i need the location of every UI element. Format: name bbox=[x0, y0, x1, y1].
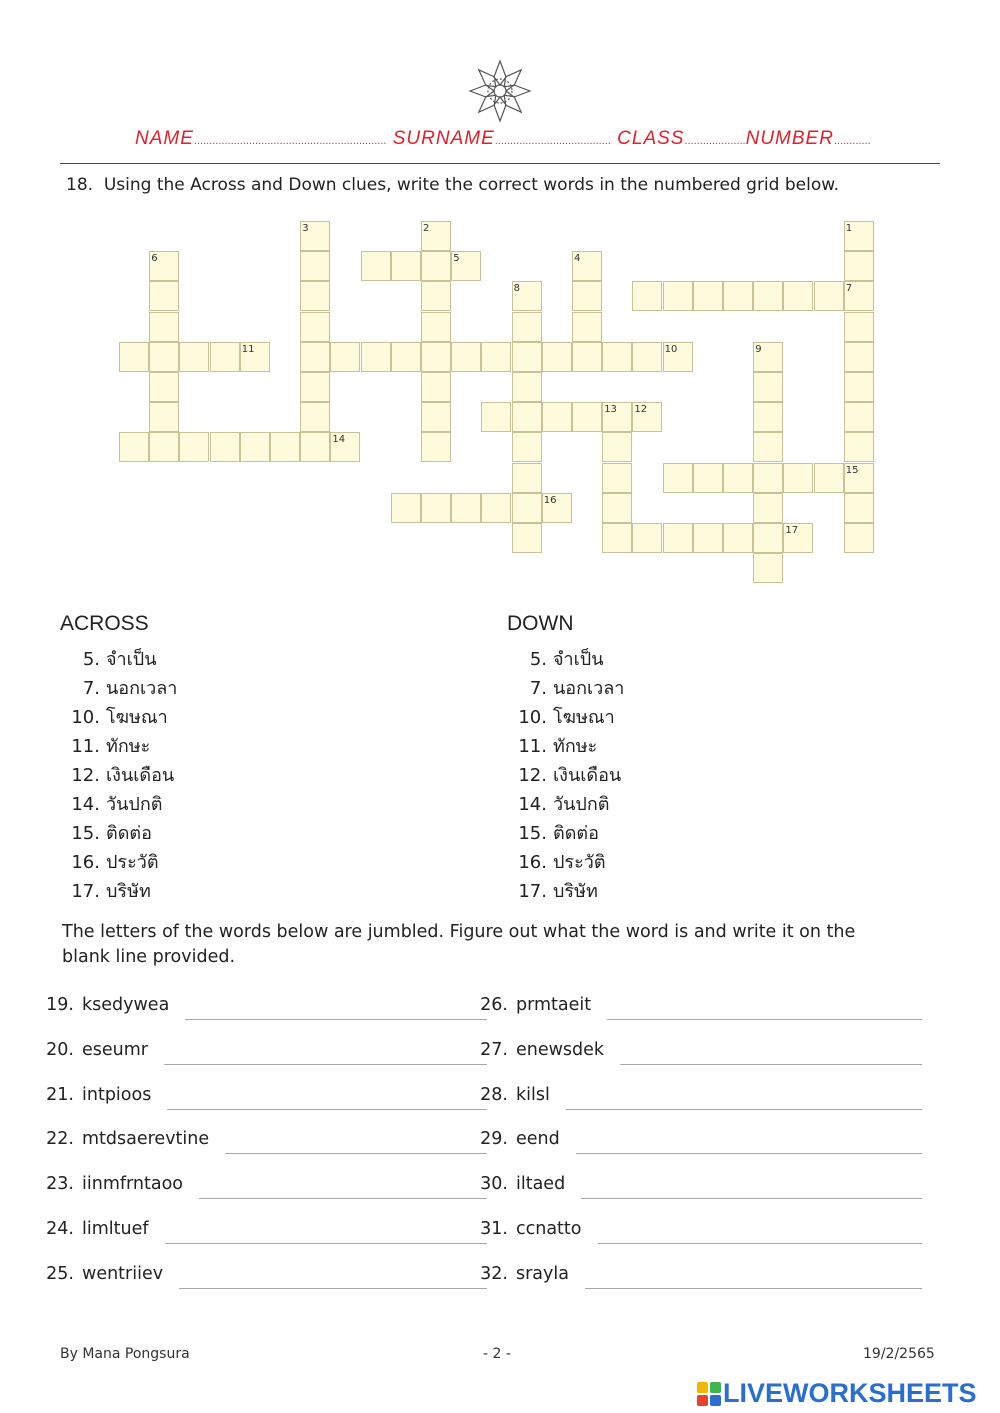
crossword-cell[interactable] bbox=[602, 432, 632, 462]
answer-blank-line[interactable] bbox=[199, 1198, 487, 1199]
jumble-item bbox=[470, 1085, 550, 1105]
crossword-cell[interactable] bbox=[149, 342, 179, 372]
jumble-item bbox=[470, 1174, 565, 1194]
clue-item bbox=[503, 818, 599, 847]
jumble-word: eend bbox=[516, 1129, 560, 1150]
crossword-cell[interactable] bbox=[753, 281, 783, 311]
clue-number: 16. bbox=[518, 852, 547, 873]
crossword-cell[interactable] bbox=[693, 523, 723, 553]
clue-text: เงินเดือน bbox=[106, 765, 175, 786]
answer-blank-line[interactable] bbox=[165, 1243, 487, 1244]
clue-number: 16. bbox=[71, 852, 100, 873]
crossword-cell[interactable] bbox=[391, 251, 421, 281]
down-heading: DOWN bbox=[507, 612, 574, 635]
crossword-cell[interactable] bbox=[300, 402, 330, 432]
crossword-cell[interactable] bbox=[602, 463, 632, 493]
jumble-number: 27. bbox=[480, 1039, 508, 1060]
jumble-word: mtdsaerevtine bbox=[82, 1129, 210, 1150]
jumble-item bbox=[470, 1219, 582, 1239]
crossword-cell[interactable] bbox=[572, 281, 602, 311]
crossword-cell[interactable] bbox=[149, 402, 179, 432]
jumble-word: iltaed bbox=[516, 1174, 566, 1195]
jumble-number: 31. bbox=[480, 1219, 508, 1239]
number-blank[interactable]: ............ bbox=[833, 135, 871, 147]
clue-item bbox=[56, 644, 157, 673]
crossword-cell[interactable] bbox=[844, 432, 874, 462]
crossword-cell[interactable] bbox=[300, 251, 330, 281]
crossword-cell[interactable] bbox=[421, 281, 451, 311]
clue-text: วันปกติ bbox=[106, 794, 163, 815]
clue-number: 7. bbox=[82, 678, 100, 699]
crossword-cell[interactable] bbox=[300, 372, 330, 402]
crossword-number-3: 3 bbox=[302, 223, 309, 234]
crossword-cell[interactable] bbox=[391, 493, 421, 523]
jumble-item bbox=[36, 995, 169, 1015]
crossword-cell[interactable] bbox=[361, 342, 391, 372]
jumble-number: 20. bbox=[46, 1039, 74, 1060]
crossword-cell[interactable] bbox=[844, 342, 874, 372]
crossword-cell[interactable] bbox=[753, 432, 783, 462]
answer-blank-line[interactable] bbox=[581, 1198, 922, 1199]
clue-item bbox=[503, 644, 604, 673]
clue-text: นอกเวลา bbox=[106, 678, 178, 699]
crossword-number-10: 10 bbox=[664, 343, 678, 355]
crossword-cell[interactable] bbox=[300, 312, 330, 342]
crossword-cell[interactable] bbox=[240, 432, 270, 462]
crossword-cell[interactable] bbox=[421, 251, 451, 281]
jumble-word: enewsdek bbox=[516, 1039, 605, 1060]
name-label: NAME bbox=[135, 128, 194, 149]
crossword-cell[interactable] bbox=[723, 281, 753, 311]
crossword-cell[interactable] bbox=[753, 493, 783, 523]
crossword-cell[interactable] bbox=[451, 342, 481, 372]
jumble-number: 28. bbox=[480, 1084, 508, 1105]
answer-blank-line[interactable] bbox=[566, 1109, 922, 1110]
clue-item bbox=[503, 876, 598, 905]
answer-blank-line[interactable] bbox=[576, 1153, 922, 1154]
crossword-cell[interactable] bbox=[844, 523, 874, 553]
crossword-cell[interactable] bbox=[844, 312, 874, 342]
crossword-number-1: 1 bbox=[845, 223, 853, 234]
crossword-cell[interactable] bbox=[512, 523, 542, 553]
jumble-item bbox=[36, 1219, 149, 1239]
answer-blank-line[interactable] bbox=[607, 1019, 922, 1020]
clue-item bbox=[503, 673, 624, 702]
crossword-cell[interactable] bbox=[361, 251, 391, 281]
crossword-cell[interactable] bbox=[844, 493, 874, 523]
jumble-word: intpioos bbox=[82, 1084, 152, 1105]
jumble-item bbox=[470, 995, 591, 1015]
clue-number: 11. bbox=[518, 736, 547, 757]
footer-author: By Mana Pongsura bbox=[60, 1346, 190, 1362]
answer-blank-line[interactable] bbox=[620, 1064, 922, 1065]
answer-blank-line[interactable] bbox=[167, 1109, 487, 1110]
crossword-number-4: 4 bbox=[574, 253, 581, 265]
crossword-cell[interactable] bbox=[149, 372, 179, 402]
jumble-item bbox=[470, 1129, 560, 1149]
crossword-cell[interactable] bbox=[149, 281, 179, 311]
crossword-cell[interactable] bbox=[693, 281, 723, 311]
question-number: 18. bbox=[66, 175, 94, 195]
jumble-word: srayla bbox=[516, 1263, 569, 1284]
jumble-item bbox=[470, 1264, 569, 1284]
jumble-word: iinmfrntaoo bbox=[82, 1174, 184, 1195]
crossword-cell[interactable] bbox=[783, 463, 813, 493]
jumble-item bbox=[470, 1040, 604, 1060]
crossword-number-6: 6 bbox=[151, 253, 158, 265]
clue-item bbox=[503, 702, 615, 731]
clue-text: จำเป็น bbox=[553, 649, 604, 670]
crossword-cell[interactable] bbox=[572, 342, 602, 372]
crossword-cell[interactable] bbox=[512, 402, 542, 432]
crossword-cell[interactable] bbox=[814, 463, 844, 493]
crossword-number-5: 5 bbox=[453, 253, 460, 265]
clue-number: 14. bbox=[518, 794, 547, 815]
crossword-cell[interactable] bbox=[693, 463, 723, 493]
logo-text: LIVEWORKSHEETS bbox=[723, 1378, 977, 1408]
clue-number: 12. bbox=[71, 765, 100, 786]
jumble-item bbox=[36, 1040, 148, 1060]
jumble-item bbox=[36, 1264, 163, 1284]
crossword-number-8: 8 bbox=[513, 283, 520, 295]
clue-text: โฆษณา bbox=[106, 707, 168, 728]
crossword-cell[interactable] bbox=[481, 342, 511, 372]
crossword-cell[interactable] bbox=[512, 432, 542, 462]
jumble-number: 32. bbox=[480, 1263, 508, 1284]
liveworksheets-logo bbox=[697, 1378, 977, 1408]
crossword-cell[interactable] bbox=[632, 342, 662, 372]
crossword-cell[interactable] bbox=[753, 463, 783, 493]
jumble-number: 19. bbox=[46, 995, 74, 1015]
jumble-number: 22. bbox=[46, 1129, 74, 1150]
surname-label: SURNAME bbox=[392, 128, 495, 149]
clue-number: 17. bbox=[71, 881, 100, 902]
jumble-number: 23. bbox=[46, 1174, 74, 1195]
crossword-number-16: 16 bbox=[543, 494, 557, 506]
clue-text: นอกเวลา bbox=[553, 678, 625, 699]
crossword-cell[interactable] bbox=[210, 342, 240, 372]
jumble-word: kilsl bbox=[516, 1084, 550, 1105]
crossword-cell[interactable] bbox=[512, 342, 542, 372]
crossword-cell[interactable] bbox=[149, 432, 179, 462]
clue-item bbox=[503, 847, 606, 876]
footer-page-number: - 2 - bbox=[483, 1346, 511, 1362]
jumble-word: prmtaeit bbox=[516, 995, 592, 1015]
clue-item bbox=[503, 760, 621, 789]
crossword-cell[interactable] bbox=[602, 493, 632, 523]
crossword-cell[interactable] bbox=[663, 523, 693, 553]
crossword-cell[interactable] bbox=[300, 281, 330, 311]
jumble-number: 21. bbox=[46, 1084, 74, 1105]
footer-date: 19/2/2565 bbox=[863, 1346, 935, 1362]
clue-text: ทักษะ bbox=[106, 736, 151, 757]
jumble-number: 26. bbox=[480, 995, 508, 1015]
crossword-cell[interactable] bbox=[421, 312, 451, 342]
crossword-cell[interactable] bbox=[512, 463, 542, 493]
crossword-cell[interactable] bbox=[663, 281, 693, 311]
crossword-cell[interactable] bbox=[753, 553, 783, 583]
crossword-cell[interactable] bbox=[844, 402, 874, 432]
surname-blank[interactable]: ...................................... bbox=[494, 135, 611, 147]
crossword-cell[interactable] bbox=[663, 463, 693, 493]
crossword-cell[interactable] bbox=[814, 281, 844, 311]
jumble-item bbox=[36, 1085, 151, 1105]
clue-item bbox=[56, 702, 168, 731]
crossword-cell[interactable] bbox=[270, 432, 300, 462]
crossword-cell[interactable] bbox=[300, 342, 330, 372]
crossword-number-12: 12 bbox=[634, 404, 648, 416]
crossword-number-14: 14 bbox=[332, 434, 346, 446]
clue-text: จำเป็น bbox=[106, 649, 157, 670]
jumble-item bbox=[36, 1129, 209, 1149]
clue-number: 15. bbox=[518, 823, 547, 844]
clue-item bbox=[56, 673, 177, 702]
clue-item bbox=[56, 847, 159, 876]
crossword-cell[interactable] bbox=[391, 342, 421, 372]
clue-text: วันปกติ bbox=[553, 794, 610, 815]
crossword-cell[interactable] bbox=[844, 251, 874, 281]
answer-blank-line[interactable] bbox=[179, 1288, 487, 1289]
clue-number: 11. bbox=[71, 736, 100, 757]
clue-number: 5. bbox=[82, 649, 100, 670]
crossword-number-7: 7 bbox=[845, 283, 853, 295]
crossword-cell[interactable] bbox=[512, 312, 542, 342]
jumble-instructions: The letters of the words below are jumbled. Figure out what the word is and write it on the blank line provided. bbox=[62, 922, 856, 967]
jumble-number: 25. bbox=[46, 1263, 74, 1284]
crossword-cell[interactable] bbox=[421, 493, 451, 523]
crossword-number-11: 11 bbox=[241, 343, 255, 355]
answer-blank-line[interactable] bbox=[164, 1064, 487, 1065]
name-blank[interactable]: ............................................................... bbox=[193, 135, 387, 147]
jumble-word: wentriiev bbox=[82, 1263, 164, 1284]
crossword-cell[interactable] bbox=[632, 281, 662, 311]
crossword-cell[interactable] bbox=[179, 342, 209, 372]
crossword-cell[interactable] bbox=[149, 312, 179, 342]
crossword-cell[interactable] bbox=[421, 402, 451, 432]
crossword-number-2: 2 bbox=[423, 223, 430, 234]
crossword-cell[interactable] bbox=[481, 402, 511, 432]
liveworksheets-mark-icon bbox=[697, 1382, 721, 1406]
crossword-cell[interactable] bbox=[421, 342, 451, 372]
crossword-number-15: 15 bbox=[845, 464, 859, 476]
crossword-cell[interactable] bbox=[330, 342, 360, 372]
crossword-cell[interactable] bbox=[421, 372, 451, 402]
crossword-cell[interactable] bbox=[481, 493, 511, 523]
crossword-cell[interactable] bbox=[512, 493, 542, 523]
clue-text: บริษัท bbox=[553, 881, 598, 902]
crossword-cell[interactable] bbox=[542, 402, 572, 432]
crossword-cell[interactable] bbox=[753, 372, 783, 402]
crossword-cell[interactable] bbox=[844, 372, 874, 402]
crossword-cell[interactable] bbox=[300, 432, 330, 462]
clue-item bbox=[56, 731, 150, 760]
crossword-cell[interactable] bbox=[723, 523, 753, 553]
crossword-cell[interactable] bbox=[572, 312, 602, 342]
answer-blank-line[interactable] bbox=[225, 1153, 487, 1154]
jumble-number: 24. bbox=[46, 1219, 74, 1239]
answer-blank-line[interactable] bbox=[598, 1243, 922, 1244]
answer-blank-line[interactable] bbox=[585, 1288, 922, 1289]
clue-text: ติดต่อ bbox=[553, 823, 599, 844]
crossword-cell[interactable] bbox=[602, 523, 632, 553]
number-label: NUMBER bbox=[745, 128, 834, 149]
clue-number: 12. bbox=[518, 765, 547, 786]
jumble-word: ccnatto bbox=[516, 1219, 582, 1239]
jumble-item bbox=[36, 1174, 183, 1194]
clue-number: 5. bbox=[529, 649, 547, 670]
crossword-number-9: 9 bbox=[755, 343, 762, 355]
crossword-cell[interactable] bbox=[753, 523, 783, 553]
clue-text: ทักษะ bbox=[553, 736, 598, 757]
across-heading: ACROSS bbox=[60, 612, 149, 635]
answer-blank-line[interactable] bbox=[185, 1019, 487, 1020]
clue-item bbox=[56, 876, 151, 905]
clue-number: 14. bbox=[71, 794, 100, 815]
crossword-cell[interactable] bbox=[210, 432, 240, 462]
clue-text: ประวัติ bbox=[106, 852, 159, 873]
clue-item bbox=[56, 789, 162, 818]
clue-item bbox=[503, 789, 609, 818]
clue-number: 17. bbox=[518, 881, 547, 902]
clue-text: บริษัท bbox=[106, 881, 151, 902]
clue-number: 15. bbox=[71, 823, 100, 844]
clue-item bbox=[56, 760, 174, 789]
clue-item bbox=[503, 731, 597, 760]
crossword-cell[interactable] bbox=[179, 432, 209, 462]
crossword-cell[interactable] bbox=[119, 432, 149, 462]
crossword-cell[interactable] bbox=[602, 342, 632, 372]
clue-text: ติดต่อ bbox=[106, 823, 152, 844]
clue-number: 10. bbox=[518, 707, 547, 728]
crossword-cell[interactable] bbox=[572, 402, 602, 432]
class-blank[interactable]: .................... bbox=[684, 135, 746, 147]
class-label: CLASS bbox=[617, 128, 685, 149]
jumble-word: ksedywea bbox=[82, 995, 170, 1015]
crossword-number-13: 13 bbox=[604, 404, 617, 416]
crossword-cell[interactable] bbox=[542, 342, 572, 372]
clue-number: 7. bbox=[529, 678, 547, 699]
clue-item bbox=[56, 818, 152, 847]
crossword-cell[interactable] bbox=[723, 463, 753, 493]
crossword-cell[interactable] bbox=[512, 372, 542, 402]
crossword-cell[interactable] bbox=[421, 432, 451, 462]
jumble-number: 29. bbox=[480, 1129, 508, 1150]
clue-text: เงินเดือน bbox=[553, 765, 622, 786]
crossword-number-17: 17 bbox=[785, 525, 799, 536]
jumble-number: 30. bbox=[480, 1174, 508, 1195]
crossword-grid bbox=[0, 0, 1000, 600]
crossword-cell[interactable] bbox=[451, 493, 481, 523]
jumble-word: eseumr bbox=[82, 1039, 148, 1060]
crossword-cell[interactable] bbox=[119, 342, 149, 372]
clue-number: 10. bbox=[71, 707, 100, 728]
jumble-word: limltuef bbox=[82, 1219, 149, 1239]
clue-text: โฆษณา bbox=[553, 707, 615, 728]
crossword-cell[interactable] bbox=[632, 523, 662, 553]
crossword-cell[interactable] bbox=[783, 281, 813, 311]
crossword-cell[interactable] bbox=[753, 402, 783, 432]
clue-text: ประวัติ bbox=[553, 852, 606, 873]
question-text: Using the Across and Down clues, write the correct words in the numbered grid below. bbox=[103, 175, 839, 195]
